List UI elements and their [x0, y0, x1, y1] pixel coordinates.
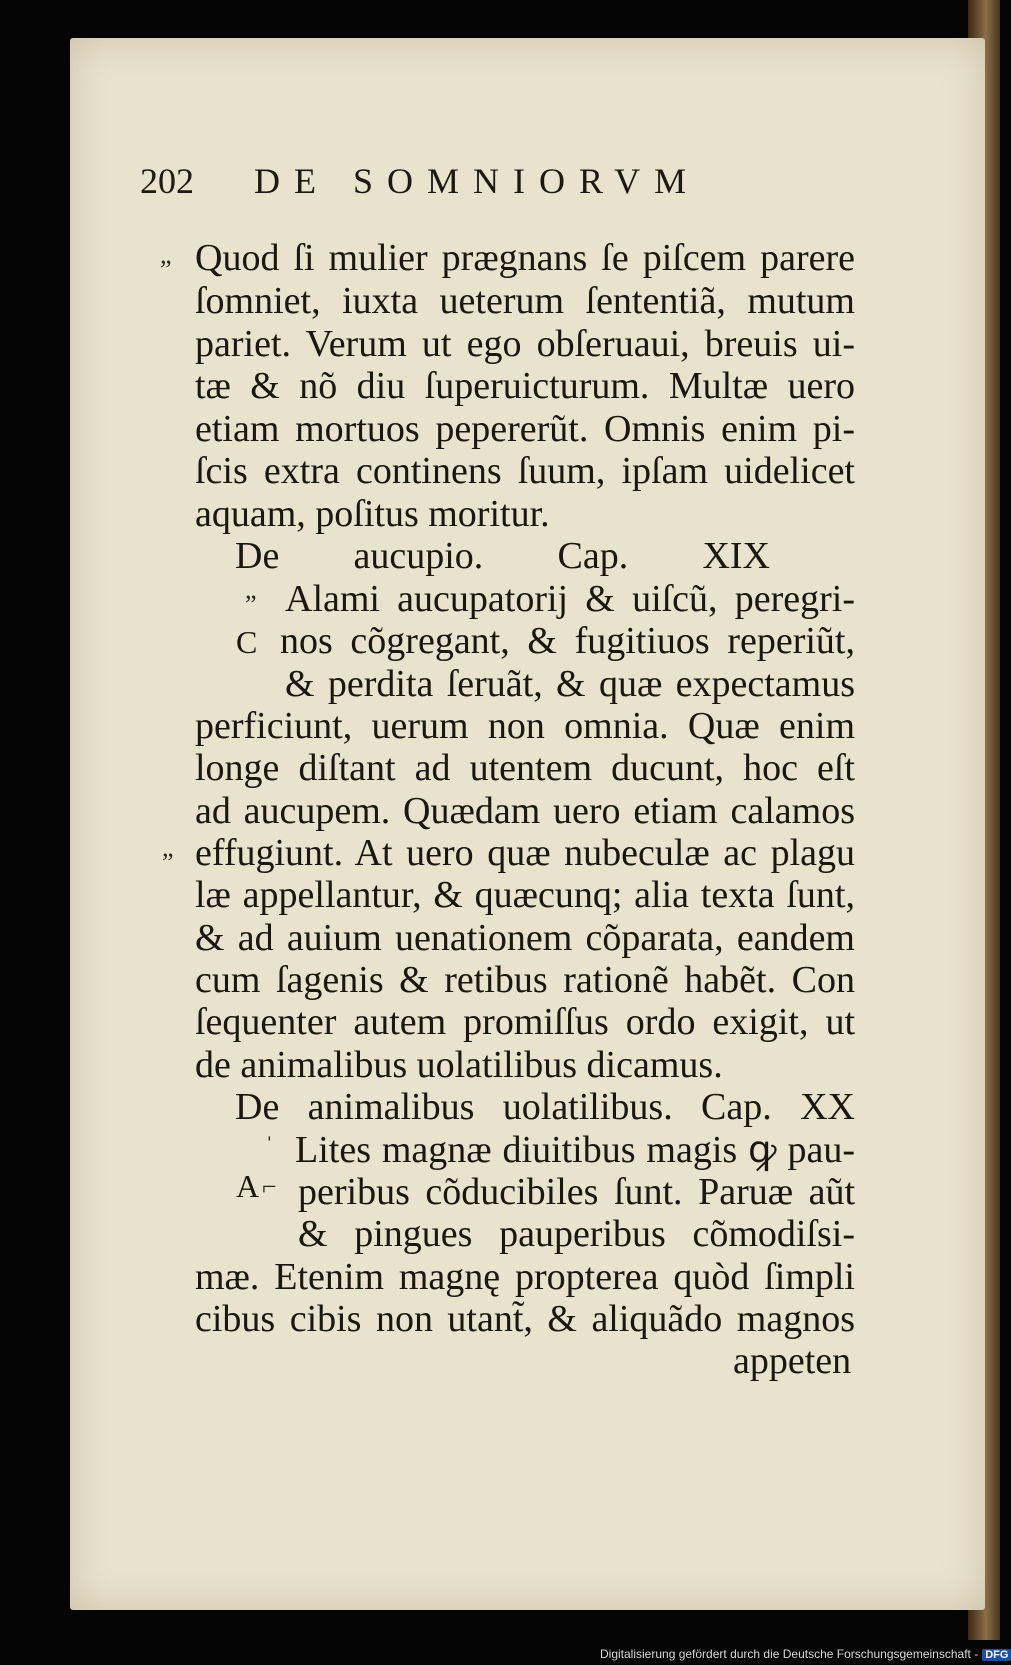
- dfg-logo-icon: DFG: [982, 1649, 1011, 1661]
- catchword: appeten: [733, 1340, 852, 1382]
- text-line: ſcis extra continens ſuum, ipſam uidelicet: [195, 450, 855, 492]
- text-line: Alami aucupatorij & uiſcũ, peregri-: [285, 578, 855, 620]
- margin-mark: ”: [160, 255, 172, 284]
- text-line: & perdita ſeruãt, & quæ expectamus: [285, 663, 855, 705]
- text-line: longe diſtant ad utentem ducunt, hoc eſt: [195, 747, 855, 789]
- running-head: [140, 160, 700, 202]
- text-line: de animalibus uolatilibus dicamus.: [195, 1044, 723, 1086]
- drop-initial: A: [236, 1168, 260, 1204]
- text-line: Quod ſi mulier prægnans ſe piſcem parere: [195, 237, 855, 279]
- margin-mark: ”: [245, 590, 257, 619]
- text-line: & ad auium uenationem cõparata, eandem: [195, 917, 855, 959]
- footer-text: Digitalisierung gefördert durch die Deutsche Forschungsgemeinschaft -: [600, 1647, 979, 1661]
- chapter-heading: De animalibus uolatilibus. Cap. XX: [235, 1086, 855, 1128]
- text-line: perficiunt, uerum non omnia. Quæ enim: [195, 705, 855, 747]
- drop-initial: C: [236, 624, 258, 660]
- margin-mark: ⌐: [262, 1172, 277, 1201]
- text-line: tæ & nõ diu ſuperuicturum. Multæ uero: [195, 365, 855, 407]
- text-line: ad aucupem. Quædam uero etiam calamos: [195, 790, 855, 832]
- text-line: aquam, poſitus moritur.: [195, 493, 550, 535]
- text-line: & pingues pauperibus cõmodiſsi-: [298, 1213, 855, 1255]
- text-line: mæ. Etenim magnę propterea quòd ſimpli: [195, 1256, 855, 1298]
- margin-mark: ”: [162, 848, 174, 877]
- text-line: etiam mortuos pepererũt. Omnis enim pi-: [195, 408, 855, 450]
- text-line: cibus cibis non utant̃, & aliquãdo magnos: [195, 1298, 855, 1340]
- text-line: cum ſagenis & retibus rationẽ habẽt. Con: [195, 959, 855, 1001]
- text-line: ſomniet, iuxta ueterum ſententiã, mutum: [195, 280, 855, 322]
- text-line: effugiunt. At uero quæ nubeculæ ac plagu: [195, 832, 855, 874]
- text-line: nos cõgregant, & fugitiuos reperiũt,: [280, 620, 855, 662]
- text-line: ſequenter autem promiſſus ordo exigit, ut: [195, 1001, 855, 1043]
- text-line: Lites magnæ diuitibus magis ꝙ pau-: [295, 1129, 855, 1171]
- footer-credit: [600, 1647, 1011, 1661]
- text-line: peribus cõducibiles ſunt. Paruæ aũt: [298, 1171, 855, 1213]
- page-number: 202: [140, 161, 194, 201]
- text-line: læ appellantur, & quæcunq; alia texta ſunt,: [195, 874, 855, 916]
- chapter-heading: De aucupio. Cap. XIX: [235, 535, 770, 577]
- running-title: DE SOMNIORVM: [254, 161, 701, 201]
- text-line: pariet. Verum ut ego obſeruaui, breuis ui-: [195, 323, 855, 365]
- margin-mark: ˈ: [265, 1132, 274, 1161]
